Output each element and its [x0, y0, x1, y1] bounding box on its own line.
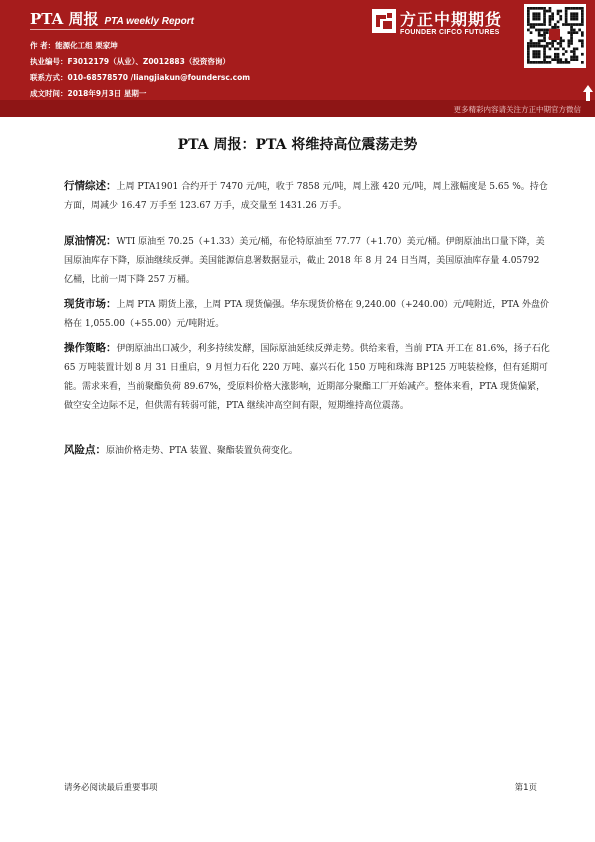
- author-line: [30, 40, 118, 51]
- section-heading: 原油情况：: [64, 235, 117, 247]
- report-title-cn: PTA 周报: [30, 10, 99, 28]
- section-body: 伊朗原油出口减少，利多持续发酵，国际原油延续反弹走势。供给来看，当前 PTA 开工在 81.6%，扬子石化 65 万吨装置计划 8 月 31 日重启，9 月恒力石化 220 万吨、嘉兴石化 150 万吨和珠海 BP125 万吨装检修，但有延期可能。需求来看，当前聚酯负荷 89.67%，受原料价格大涨影响，近期部分聚酯工厂开始减产。整体来看，PTA 现货偏紧，做空安全边际不足，但供需有转弱可能，PTA 继续冲高空间有限，短期维持高位震荡。: [64, 344, 550, 411]
- report-title-en: PTA weekly Report: [104, 16, 194, 27]
- author-value: 能源化工组 栗家坤: [55, 41, 118, 50]
- date-label: 成文时间：: [30, 89, 68, 98]
- company-name-en: FOUNDER CIFCO FUTURES: [400, 29, 500, 36]
- company-logo: [372, 7, 520, 43]
- author-label: 作 者：: [30, 41, 56, 50]
- section-risk: [64, 441, 550, 461]
- wechat-follow-note[interactable]: 更多精彩内容请关注方正中期官方微信: [453, 105, 581, 114]
- section-body: 上周 PTA1901 合约开于 7470 元/吨，收于 7858 元/吨，周上涨 420 元/吨，周上涨幅度是 5.65 %。持仓方面，周减少 16.47 万手至 123.67 万手，成交量至 1431.26 万手。: [64, 182, 548, 211]
- date-value: 2018年9月3日 星期一: [67, 89, 147, 98]
- report-title-banner: [30, 8, 194, 29]
- license-line: [30, 56, 230, 67]
- section-heading: 风险点：: [64, 444, 106, 456]
- up-arrow-icon[interactable]: [583, 85, 593, 101]
- section-body: 上周 PTA 期货上涨，上周 PTA 现货偏强。华东现货价格在 9,240.00（+240.00）元/吨附近，PTA 外盘价格在 1,055.00（+55.00）元/吨附近。: [64, 300, 550, 329]
- section-strategy: [64, 339, 550, 416]
- license-label: 执业编号：: [30, 57, 68, 66]
- section-heading: 操作策略：: [64, 342, 117, 354]
- section-body: WTI 原油至 70.25（+1.33）美元/桶，布伦特原油至 77.77（+1.70）美元/桶。伊朗原油出口量下降，美国原油库存下降，原油继续反弹。美国能源信息署数据显示，截止 2018 年 8 月 24 日当周，美国原油库存量 4.05792 亿桶，比前一周下降 257 万桶。: [64, 237, 545, 285]
- title-divider: [30, 29, 180, 30]
- section-heading: 现货市场：: [64, 298, 117, 310]
- contact-label: 联系方式：: [30, 73, 68, 82]
- page-number: 第1页: [514, 783, 537, 793]
- document-title: PTA 周报：PTA 将维持高位震荡走势: [177, 137, 418, 153]
- section-body: 原油价格走势、PTA 装置、聚酯装置负荷变化。: [106, 446, 298, 456]
- date-line: [30, 88, 146, 99]
- qr-code-icon: [524, 4, 586, 68]
- contact-line: [30, 72, 250, 83]
- footer-disclaimer[interactable]: 请务必阅读最后重要事项: [64, 783, 158, 793]
- section-crude-oil: [64, 232, 550, 290]
- section-spot-market: [64, 295, 550, 334]
- qr-code[interactable]: [524, 4, 586, 68]
- section-heading: 行情综述：: [64, 180, 117, 192]
- company-name-cn: 方正中期期货: [400, 10, 503, 29]
- license-value: F3012179（从业）、Z0012883（投资咨询）: [67, 57, 230, 66]
- section-market-summary: [64, 177, 550, 216]
- contact-value: 010-68578570 /liangjiakun@foundersc.com: [67, 73, 251, 82]
- founder-logo-icon: [372, 9, 396, 33]
